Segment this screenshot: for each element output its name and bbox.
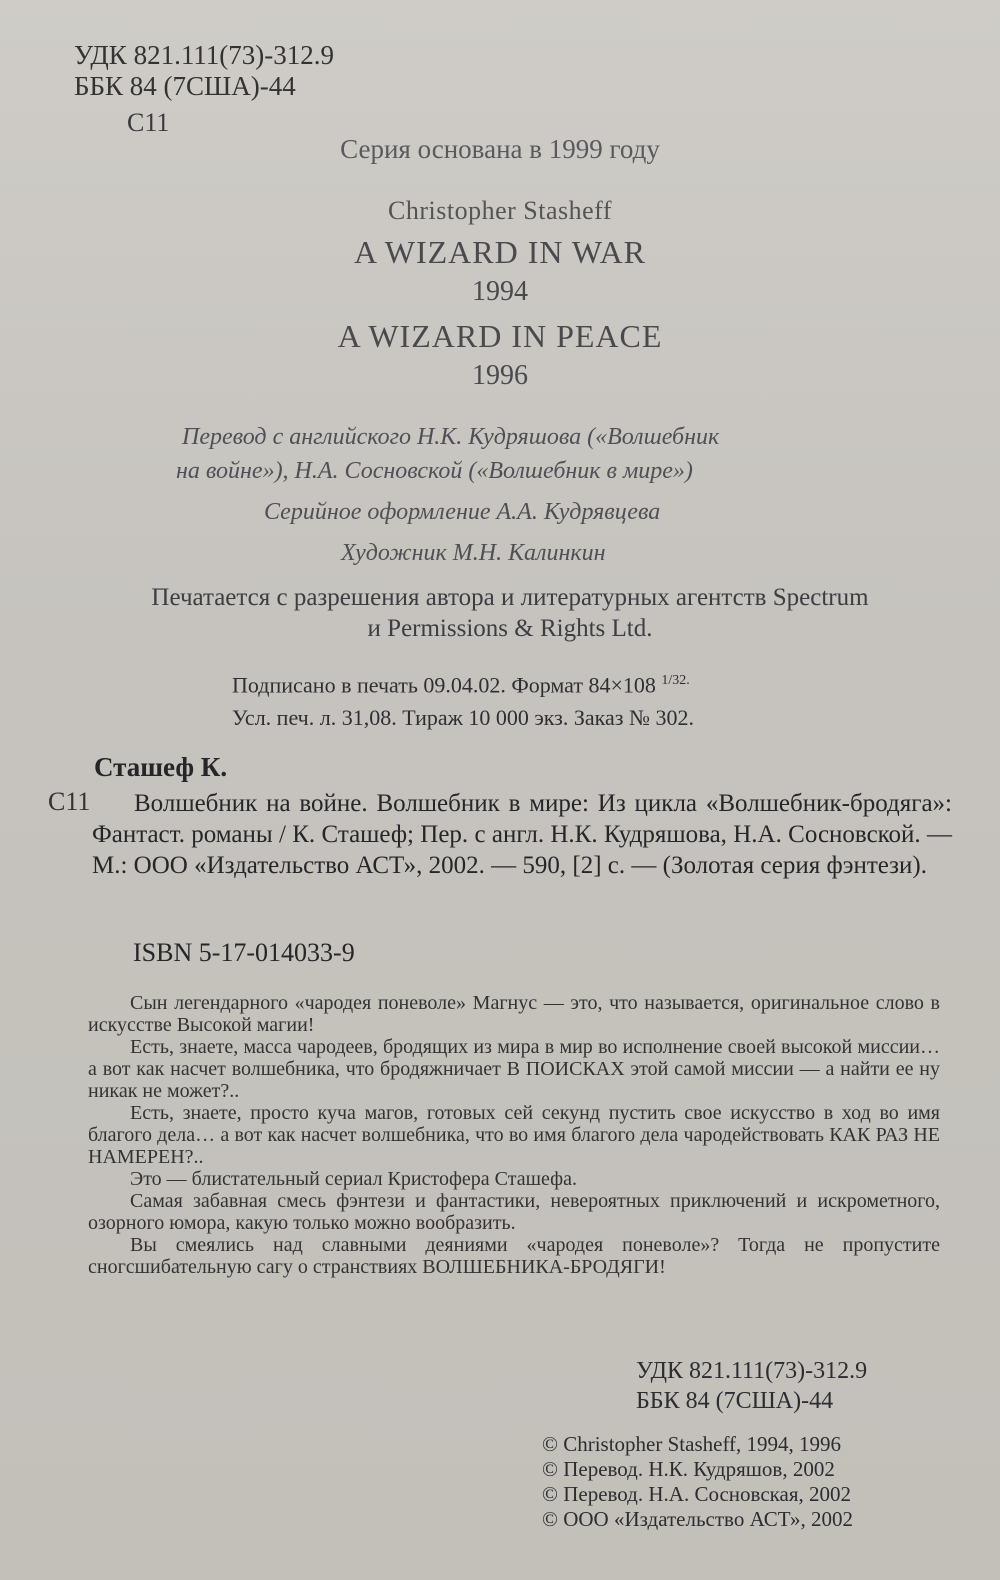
original-year-1: 1994 (472, 276, 528, 307)
original-title-2: A WIZARD IN PEACE (337, 318, 663, 354)
udk-code: УДК 821.111(73)-312.9 (74, 40, 335, 70)
annotation-paragraph: Сын легендарного «чародея поневоле» Магнус — это, что называется, оригинальное слово в искусстве Высокой магии! (88, 992, 940, 1036)
artist-credit: Художник М.Н. Калинкин (341, 540, 606, 566)
annotation-paragraph: Самая забавная смесь фэнтези и фантастики, невероятных приключений и искрометного, озорного юмора, какую только можно вообразить. (88, 1190, 940, 1234)
copyright-line: © ООО «Издательство АСТ», 2002 (542, 1507, 853, 1531)
author-mark: С11 (127, 108, 170, 137)
format-fraction: 1/32. (661, 673, 690, 688)
permission-note: Печатается с разрешения автора и литературных агентств Spectrum и Permissions & Rights Ltd. (151, 584, 869, 642)
annotation-paragraph: Вы смеялись над славными деяниями «чародея поневоле»? Тогда не пропустите сногсшибательную сагу о странствиях ВОЛШЕБНИКА-БРОДЯГИ! (88, 1234, 940, 1278)
bbk-code: ББК 84 (7США)-44 (636, 1388, 834, 1414)
classification-codes (74, 40, 334, 102)
bibliography-text: Волшебник на войне. Волшебник в мире: Из цикла «Волшебник-бродяга»: Фантаст. романы / К. Сташеф; Пер. с англ. Н.К. Кудряшова, Н.А. Сосновской. — М.: ООО «Издательство АСТ», 2002. — 590, [2] с. — (Золотая серия фэнтези). (92, 790, 952, 879)
print-info-line-1: Подписано в печать 09.04.02. Формат 84×108 $^{1/32.}$ (232, 672, 690, 698)
original-title-1: A WIZARD IN WAR (353, 234, 647, 270)
series-note: Серия основана в 1999 году (340, 134, 660, 164)
copyright-block (542, 1432, 853, 1532)
print-info-line-2: Усл. печ. л. 31,08. Тираж 10 000 экз. Заказ № 302. (232, 705, 694, 731)
isbn: ISBN 5-17-014033-9 (133, 938, 355, 967)
design-credit: Серийное оформление А.А. Кудрявцева (264, 499, 661, 525)
translation-credit-line-1: Перевод с английского Н.К. Кудряшова («Волшебник (182, 424, 720, 450)
original-year-2: 1996 (472, 360, 528, 391)
udk-code: УДК 821.111(73)-312.9 (636, 1358, 868, 1384)
bbk-code: ББК 84 (7США)-44 (74, 71, 296, 101)
copyright-line: © Перевод. Н.А. Сосновская, 2002 (542, 1482, 852, 1506)
annotation-paragraph: Есть, знаете, просто куча магов, готовых сей секунд пустить свое искусство в ход во имя благого дела… а вот как насчет волшебника, что во имя благого дела чародействовать КАК РАЗ НЕ НАМЕРЕН?.. (88, 1102, 940, 1168)
translation-credit-line-2: на войне»), Н.А. Сосновской («Волшебник в мире») (176, 458, 693, 484)
classification-codes-bottom (636, 1356, 867, 1416)
bibliography-author: Сташеф К. (94, 752, 228, 782)
annotation (88, 992, 940, 1278)
annotation-paragraph: Это — блистательный сериал Кристофера Сташефа. (130, 1168, 577, 1190)
print-info (232, 664, 694, 734)
copyright-line: © Christopher Stasheff, 1994, 1996 (542, 1432, 842, 1456)
copyright-line: © Перевод. Н.К. Кудряшов, 2002 (542, 1457, 835, 1481)
original-author: Christopher Stasheff (388, 196, 612, 225)
bibliography-code: С11 (48, 787, 91, 816)
annotation-paragraph: Есть, знаете, масса чародеев, бродящих из мира в мир во исполнение своей высокой миссии… а вот как насчет волшебника, что бродяжничает В ПОИСКАХ этой самой миссии — а найти ее ну никак не может?.. (88, 1036, 940, 1102)
